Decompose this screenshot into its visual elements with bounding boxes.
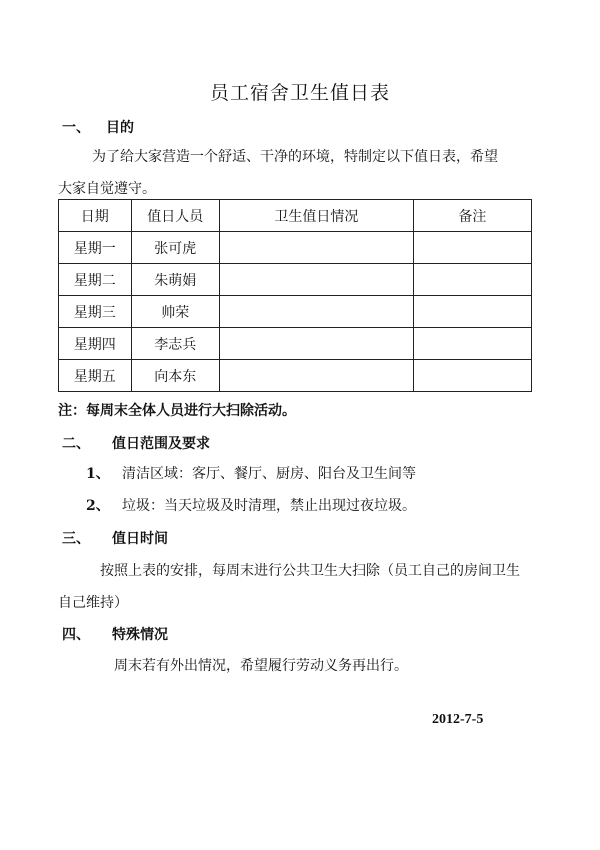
header-status: 卫生值日情况 <box>220 200 414 232</box>
cell-day: 星期五 <box>59 360 132 392</box>
document-date: 2012-7-5 <box>432 712 484 727</box>
cell-note <box>413 264 531 296</box>
cell-person: 向本东 <box>131 360 219 392</box>
section-1-paragraph-line-1: 为了给大家营造一个舒适、干净的环境，特制定以下值日表，希望 <box>92 149 498 165</box>
section-3-title: 值日时间 <box>112 531 168 547</box>
table-row <box>59 232 532 264</box>
cell-status <box>220 360 414 392</box>
cell-person: 李志兵 <box>131 328 219 360</box>
section-1-number: 一、 <box>62 120 90 136</box>
section-3-number: 三、 <box>62 531 90 547</box>
requirement-item-text: 清洁区域：客厅、餐厅、厨房、阳台及卫生间等 <box>122 466 416 482</box>
requirement-item-number: 1、 <box>86 466 110 482</box>
cell-status <box>220 264 414 296</box>
cell-note <box>413 296 531 328</box>
table-header-row <box>59 200 532 232</box>
section-4-paragraph: 周末若有外出情况，希望履行劳动义务再出行。 <box>114 658 408 674</box>
cell-note <box>413 360 531 392</box>
requirement-item-text: 垃圾：当天垃圾及时清理，禁止出现过夜垃圾。 <box>122 498 416 514</box>
cell-note <box>413 328 531 360</box>
section-2-number: 二、 <box>62 436 90 452</box>
section-3-paragraph-line-1: 按照上表的安排，每周末进行公共卫生大扫除（员工自己的房间卫生 <box>100 563 520 579</box>
cell-person: 张可虎 <box>131 232 219 264</box>
document-title: 员工宿舍卫生值日表 <box>209 82 390 104</box>
cell-person: 帅荣 <box>131 296 219 328</box>
table-row <box>59 328 532 360</box>
section-2-title: 值日范围及要求 <box>112 436 210 452</box>
header-person: 值日人员 <box>131 200 219 232</box>
section-1-heading <box>62 117 134 137</box>
requirement-item-2 <box>86 495 416 515</box>
cell-note <box>413 232 531 264</box>
cell-status <box>220 232 414 264</box>
duty-table <box>58 199 532 392</box>
section-1-paragraph-line-2: 大家自觉遵守。 <box>58 181 156 197</box>
cell-status <box>220 296 414 328</box>
table-row <box>59 360 532 392</box>
requirement-item-1 <box>86 463 416 483</box>
section-1-title: 目的 <box>106 120 134 136</box>
table-row <box>59 296 532 328</box>
section-4-heading <box>62 624 168 644</box>
cell-day: 星期四 <box>59 328 132 360</box>
header-note: 备注 <box>413 200 531 232</box>
section-4-number: 四、 <box>62 627 90 643</box>
section-2-heading <box>62 433 210 453</box>
table-note: 注：每周末全体人员进行大扫除活动。 <box>58 403 296 419</box>
header-date: 日期 <box>59 200 132 232</box>
cell-day: 星期二 <box>59 264 132 296</box>
cell-day: 星期一 <box>59 232 132 264</box>
requirement-item-number: 2、 <box>86 498 110 514</box>
cell-day: 星期三 <box>59 296 132 328</box>
section-4-title: 特殊情况 <box>112 627 168 643</box>
section-3-paragraph-line-2: 自己维持） <box>58 595 128 611</box>
cell-person: 朱萌娟 <box>131 264 219 296</box>
table-row <box>59 264 532 296</box>
cell-status <box>220 328 414 360</box>
section-3-heading <box>62 528 168 548</box>
